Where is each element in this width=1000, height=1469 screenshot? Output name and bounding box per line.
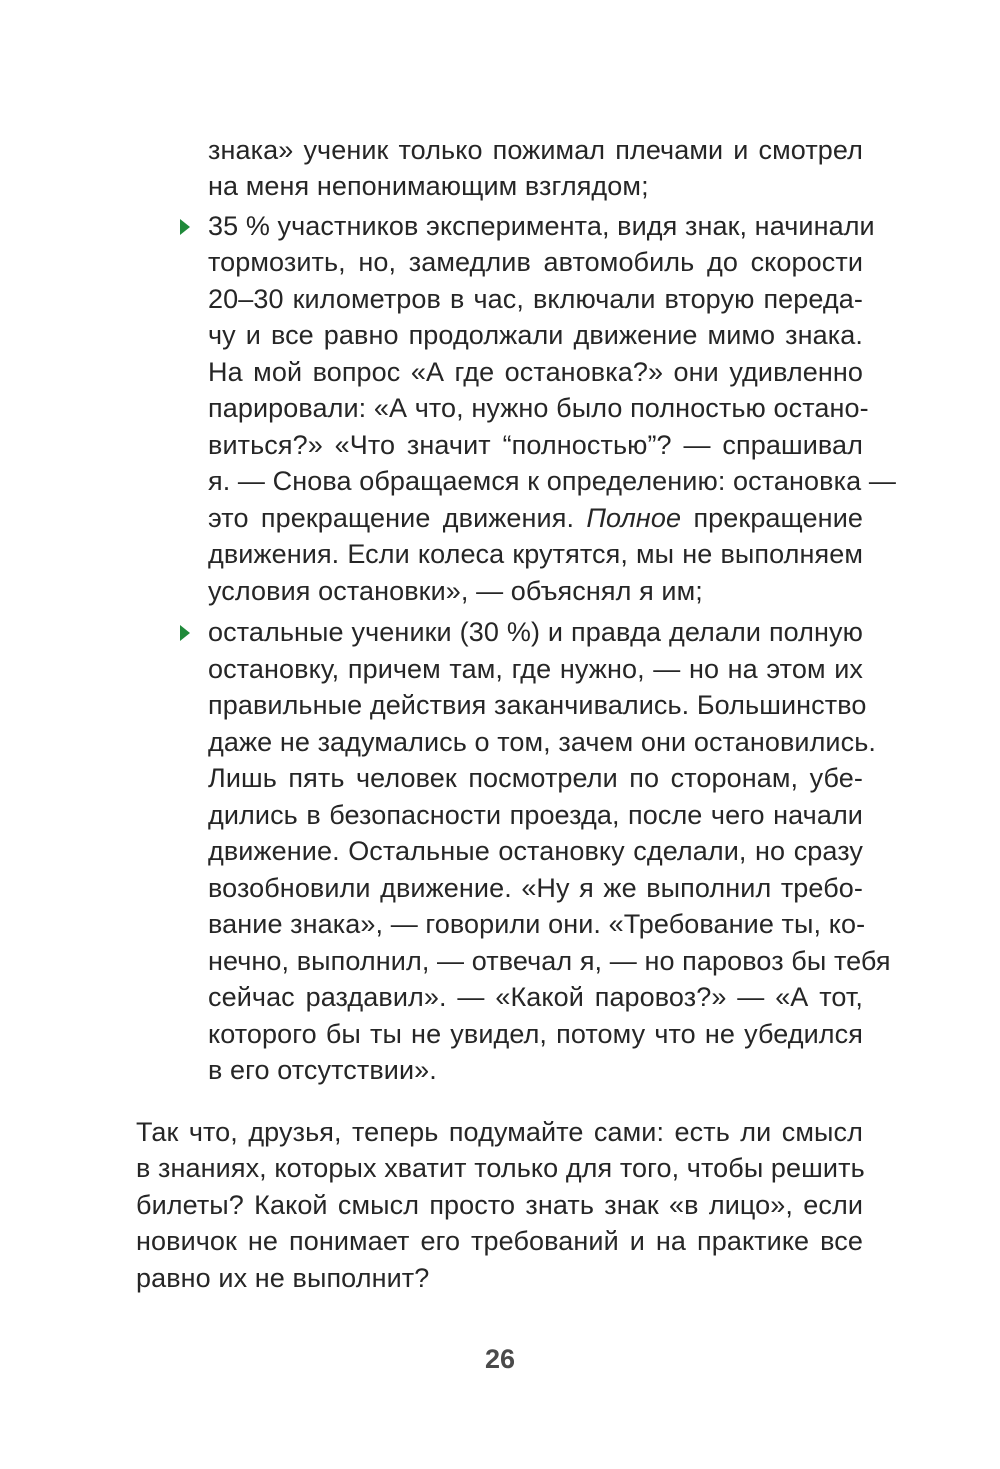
- list-item-1-line-4: чу и все равно продолжали движение мимо знака.: [208, 320, 863, 350]
- paragraph-line-1: Так что, друзья, теперь подумайте сами: есть ли смысл: [136, 1117, 863, 1147]
- list-item-2-line-13: в его отсутствии».: [208, 1055, 437, 1085]
- text-run: прекращение: [693, 503, 863, 533]
- list-item-0-line-2: на меня непонимающим взглядом;: [208, 171, 649, 201]
- triangle-bullet-icon: [180, 625, 190, 641]
- page-number: 26: [484, 1344, 516, 1374]
- paragraph-line-2: в знаниях, которых хватит только для того, чтобы решить: [136, 1153, 865, 1183]
- list-item-2-line-6: дились в безопасности проезда, после чего начали: [208, 800, 863, 830]
- paragraph-line-3: билеты? Какой смысл просто знать знак «в лицо», если: [136, 1190, 863, 1220]
- list-item-0-line-1: знака» ученик только пожимал плечами и смотрел: [208, 135, 863, 165]
- paragraph-line-5: равно их не выполнит?: [136, 1263, 430, 1293]
- list-item-2-line-7: движение. Остальные остановку сделали, но сразу: [208, 836, 863, 866]
- list-item-2-line-8: возобновили движение. «Ну я же выполнил требо-: [208, 873, 863, 903]
- paragraph-line-4: новичок не понимает его требований и на практике все: [136, 1226, 863, 1256]
- list-item-1-line-3: 20–30 километров в час, включали вторую переда-: [208, 284, 863, 314]
- list-item-2-line-4: даже не задумались о том, зачем они остановились.: [208, 727, 876, 757]
- list-item-1-line-1: 35 % участников эксперимента, видя знак, начинали: [208, 211, 875, 241]
- list-item-1-line-5: На мой вопрос «А где остановка?» они удивленно: [208, 357, 863, 387]
- list-item-1-line-6: парировали: «А что, нужно было полностью остано-: [208, 393, 869, 423]
- list-item-2-line-1: остальные ученики (30 %) и правда делали полную: [208, 617, 863, 647]
- italic-word: Полное: [586, 503, 682, 533]
- triangle-bullet-icon: [180, 219, 190, 235]
- list-item-2-line-10: нечно, выполнил, — отвечал я, — но паровоз бы тебя: [208, 946, 891, 976]
- list-item-2-line-12: которого бы ты не увидел, потому что не убедился: [208, 1019, 863, 1049]
- text-run: это прекращение движения.: [208, 503, 575, 533]
- list-item-1-line-9: [208, 500, 863, 536]
- list-item-2-line-2: остановку, причем там, где нужно, — но на этом их: [208, 654, 863, 684]
- list-item-1-line-2: тормозить, но, замедлив автомобиль до скорости: [208, 247, 863, 277]
- list-item-2-line-9: вание знака», — говорили они. «Требование ты, ко-: [208, 909, 866, 939]
- list-item-2-line-11: сейчас раздавил». — «Какой паровоз?» — «А тот,: [208, 982, 863, 1012]
- list-item-2-line-3: правильные действия заканчивались. Большинство: [208, 690, 867, 720]
- list-item-1-line-8: я. — Снова обращаемся к определению: остановка —: [208, 466, 896, 496]
- list-item-1-line-7: виться?» «Что значит “полностью”? — спрашивал: [208, 430, 863, 460]
- list-item-1-line-11: условия остановки», — объяснял я им;: [208, 576, 703, 606]
- list-item-1-line-10: движения. Если колеса крутятся, мы не выполняем: [208, 539, 863, 569]
- list-item-2-line-5: Лишь пять человек посмотрели по сторонам, убе-: [208, 763, 863, 793]
